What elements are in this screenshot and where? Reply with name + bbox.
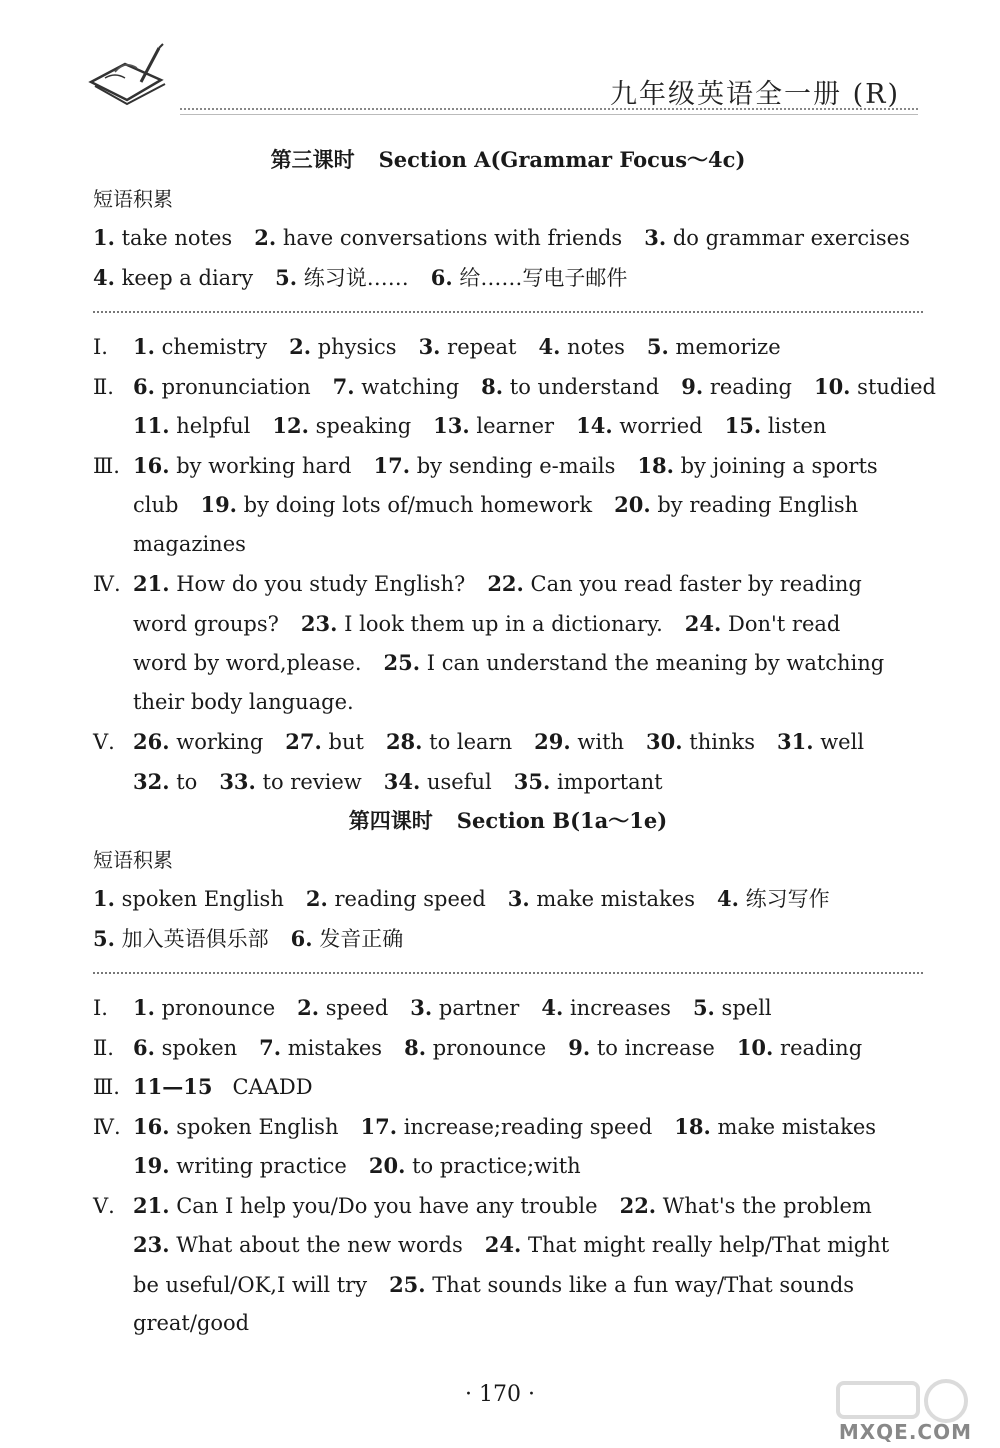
item-number: 5. — [692, 995, 715, 1020]
answer-line — [93, 1265, 923, 1305]
lesson4-title-cn: 第四课时 — [348, 808, 433, 833]
header-dotted-rule — [180, 108, 918, 110]
item-text: 给……写电子邮件 — [452, 265, 628, 290]
item-number: 10. — [813, 373, 851, 399]
item-number: 5. — [275, 264, 298, 290]
header-solid-rule — [180, 114, 918, 115]
item-text: That sounds like a fun way/That sounds — [425, 1272, 855, 1297]
lesson3-divider — [93, 297, 923, 327]
item-number: 11. — [133, 413, 170, 438]
item-number: 25. — [383, 650, 421, 675]
item-number: 14. — [576, 413, 613, 438]
item-text: 加入英语俱乐部 — [114, 926, 269, 951]
lesson3-answers — [93, 327, 936, 801]
lesson3-title — [93, 140, 923, 180]
answer-line — [93, 762, 923, 802]
item-number: 21. — [133, 571, 170, 596]
answer-content — [93, 140, 936, 1344]
answer-line — [93, 604, 923, 644]
item-number: 3. — [418, 334, 441, 359]
item-text: pronounce — [426, 1035, 547, 1060]
item-text: do grammar exercises — [666, 226, 910, 250]
item-text: by working hard — [169, 453, 352, 478]
item-number: 2. — [297, 995, 320, 1020]
answer-line — [93, 327, 923, 367]
item-text: great/good — [133, 1311, 250, 1335]
item-text: notes — [560, 335, 625, 359]
answer-line — [93, 446, 923, 486]
item-text: mistakes — [281, 1035, 383, 1060]
item-text: repeat — [440, 335, 517, 359]
answer-line — [93, 879, 923, 919]
item-number: 1. — [133, 995, 155, 1020]
item-text: word by word,please. — [133, 651, 362, 675]
item-text: by sending e-mails — [410, 453, 616, 478]
item-text: spoken English — [114, 887, 284, 911]
item-text: by reading English — [650, 493, 859, 517]
item-text: watching — [354, 374, 460, 399]
roman-numeral: Ⅲ. — [93, 453, 120, 478]
roman-numeral: Ⅰ. — [93, 996, 108, 1020]
lesson4-phrases-heading: 短语积累 — [93, 848, 173, 872]
item-text: well — [813, 730, 865, 754]
item-text: CAADD — [212, 1075, 313, 1099]
item-text: increase;reading speed — [397, 1114, 653, 1139]
item-text: worried — [612, 414, 703, 438]
item-number: 25. — [389, 1271, 426, 1297]
lesson3-title-cn: 第三课时 — [270, 147, 355, 172]
answer-line — [93, 1225, 923, 1265]
item-number: 1. — [93, 225, 115, 250]
answer-line — [93, 406, 923, 446]
item-text: helpful — [169, 414, 251, 438]
item-text: club — [133, 493, 179, 517]
item-text: Can you read faster by reading — [523, 572, 862, 596]
item-number: 20. — [368, 1153, 406, 1178]
page-number: · 170 · — [465, 1382, 535, 1407]
item-text: 练习写作 — [738, 887, 830, 911]
item-number: 22. — [487, 571, 524, 596]
item-number: 23. — [133, 1232, 170, 1257]
item-number: 23. — [300, 610, 338, 636]
item-number: 7. — [332, 373, 355, 399]
item-number: 31. — [776, 729, 814, 754]
item-number: 4. — [541, 995, 564, 1020]
item-text: speaking — [308, 414, 412, 438]
answer-line — [93, 1028, 923, 1068]
item-text: Don't read — [721, 611, 841, 636]
item-text: listen — [761, 414, 827, 438]
item-text: That might really help/That might — [521, 1233, 890, 1257]
answer-line — [93, 258, 923, 298]
answer-line — [93, 722, 923, 762]
item-text: spoken — [154, 1035, 238, 1060]
item-text: I look them up in a dictionary. — [337, 611, 663, 636]
item-number: 9. — [681, 373, 704, 399]
answer-line — [93, 643, 923, 683]
item-number: 22. — [619, 1192, 657, 1218]
item-number: 5. — [93, 925, 115, 951]
item-number: 8. — [404, 1034, 427, 1060]
item-text: to increase — [590, 1035, 715, 1060]
notebook-pen-logo-icon — [85, 42, 175, 112]
item-number: 17. — [360, 1113, 398, 1139]
roman-numeral: Ⅱ. — [93, 1035, 114, 1060]
item-text: memorize — [668, 335, 781, 359]
item-number: 19. — [200, 492, 237, 517]
answer-line — [93, 988, 923, 1028]
item-number: 19. — [133, 1153, 170, 1178]
item-text: increases — [563, 996, 671, 1020]
answer-line — [93, 1146, 923, 1186]
roman-numeral: Ⅳ. — [93, 572, 121, 596]
item-text: to learn — [422, 730, 513, 754]
item-number: 35. — [513, 768, 551, 794]
item-text: make mistakes — [710, 1114, 877, 1139]
roman-numeral: Ⅳ. — [93, 1114, 121, 1139]
item-number: 1. — [133, 334, 155, 359]
item-number: 18. — [637, 452, 674, 478]
item-text: to understand — [503, 374, 660, 399]
item-number: 13. — [433, 413, 470, 438]
lesson4-title-en: Section B(1a～1e) — [456, 808, 668, 833]
item-text: important — [550, 769, 663, 794]
item-number: 16. — [133, 452, 170, 478]
item-text: 练习说…… — [297, 265, 409, 290]
item-number: 6. — [133, 1034, 155, 1060]
item-text: writing practice — [169, 1154, 347, 1178]
item-number: 18. — [674, 1113, 711, 1139]
item-text: magazines — [133, 531, 246, 556]
item-text: to review — [255, 769, 362, 794]
answer-line — [93, 218, 923, 258]
item-text: pronunciation — [154, 374, 311, 399]
item-text: make mistakes — [529, 887, 695, 911]
roman-numeral: Ⅲ. — [93, 1075, 120, 1099]
watermark-text: MXQE.COM — [838, 1420, 972, 1444]
answer-line — [93, 525, 923, 565]
item-text: take notes — [114, 226, 233, 250]
lesson4-answers — [93, 988, 923, 1344]
item-number: 2. — [254, 225, 277, 250]
item-number: 3. — [410, 995, 433, 1020]
item-number: 3. — [507, 886, 530, 911]
item-number: 4. — [538, 334, 561, 359]
item-text: What about the new words — [169, 1233, 463, 1257]
item-number: 27. — [285, 729, 322, 754]
item-text: I can understand the meaning by watching — [420, 651, 885, 675]
item-number: 21. — [133, 1192, 170, 1218]
answer-line — [93, 1304, 923, 1344]
roman-numeral: Ⅰ. — [93, 335, 108, 359]
item-number: 4. — [716, 886, 739, 911]
item-text: but — [321, 730, 364, 754]
item-number: 3. — [644, 225, 667, 250]
book-title: 九年级英语全一册 (R) — [610, 79, 900, 110]
roman-numeral: Ⅴ. — [93, 730, 115, 754]
item-text: word groups? — [133, 611, 279, 636]
item-number: 4. — [93, 264, 115, 290]
item-text: reading — [703, 374, 792, 399]
item-text: spoken English — [169, 1114, 339, 1139]
item-text: to — [169, 769, 198, 794]
item-number: 30. — [646, 729, 683, 754]
lesson4-phrases — [93, 879, 923, 958]
item-number: 2. — [305, 886, 328, 911]
item-number: 33. — [219, 768, 256, 794]
answer-line — [93, 564, 923, 604]
item-text: partner — [432, 996, 520, 1020]
item-text: their body language. — [133, 689, 354, 714]
item-text: have conversations with friends — [276, 226, 623, 250]
item-number: 34. — [383, 768, 421, 794]
item-number: 29. — [534, 729, 571, 754]
page-header — [0, 0, 1000, 130]
item-text: speed — [319, 996, 389, 1020]
answer-line — [93, 485, 923, 525]
answer-line — [93, 1067, 923, 1107]
answer-line — [93, 367, 936, 407]
item-text: chemistry — [154, 335, 268, 359]
item-text: physics — [311, 335, 397, 359]
item-text: be useful/OK,I will try — [133, 1272, 368, 1297]
item-number: 32. — [133, 768, 170, 794]
item-number: 7. — [259, 1034, 282, 1060]
item-number: 8. — [481, 373, 504, 399]
lesson3-title-en: Section A(Grammar Focus～4c) — [378, 147, 746, 172]
item-number: 12. — [272, 413, 309, 438]
item-number: 9. — [568, 1034, 591, 1060]
item-number: 6. — [133, 373, 155, 399]
lesson4-divider — [93, 958, 923, 988]
item-text: keep a diary — [114, 265, 254, 290]
item-text: reading — [773, 1035, 863, 1060]
item-number: 20. — [614, 492, 651, 517]
item-text: working — [169, 730, 264, 754]
item-number: 24. — [684, 610, 722, 636]
roman-numeral: Ⅱ. — [93, 374, 114, 399]
item-text: What's the problem — [656, 1193, 872, 1218]
roman-numeral: Ⅴ. — [93, 1193, 115, 1218]
answer-line — [93, 1107, 923, 1147]
item-number: 5. — [646, 334, 669, 359]
item-text: How do you study English? — [169, 572, 466, 596]
item-number: 11—15 — [133, 1074, 213, 1099]
answer-line — [93, 683, 923, 723]
answer-line — [93, 919, 923, 959]
item-text: pronounce — [154, 996, 276, 1020]
item-text: Can I help you/Do you have any trouble — [169, 1193, 598, 1218]
lesson4-title — [93, 801, 923, 841]
item-text: spell — [714, 996, 772, 1020]
item-text: to practice;with — [405, 1154, 581, 1178]
item-number: 10. — [736, 1034, 774, 1060]
item-number: 24. — [484, 1232, 522, 1257]
item-text: reading speed — [327, 887, 486, 911]
item-text: 发音正确 — [312, 926, 404, 951]
item-number: 17. — [373, 452, 411, 478]
item-text: by doing lots of/much homework — [237, 493, 593, 517]
item-number: 2. — [289, 334, 312, 359]
item-number: 26. — [133, 729, 170, 754]
item-text: with — [570, 730, 625, 754]
item-number: 6. — [290, 925, 313, 951]
item-number: 6. — [430, 264, 453, 290]
item-text: useful — [420, 769, 492, 794]
answer-line — [93, 1186, 923, 1226]
lesson3-phrases — [93, 218, 923, 297]
item-text: studied — [850, 374, 936, 399]
item-number: 16. — [133, 1113, 170, 1139]
item-text: by joining a sports — [673, 453, 878, 478]
lesson3-phrases-heading: 短语积累 — [93, 187, 173, 211]
item-number: 28. — [385, 729, 423, 754]
item-number: 1. — [93, 886, 115, 911]
item-text: thinks — [682, 730, 755, 754]
item-text: learner — [469, 414, 555, 438]
item-number: 15. — [724, 413, 762, 438]
